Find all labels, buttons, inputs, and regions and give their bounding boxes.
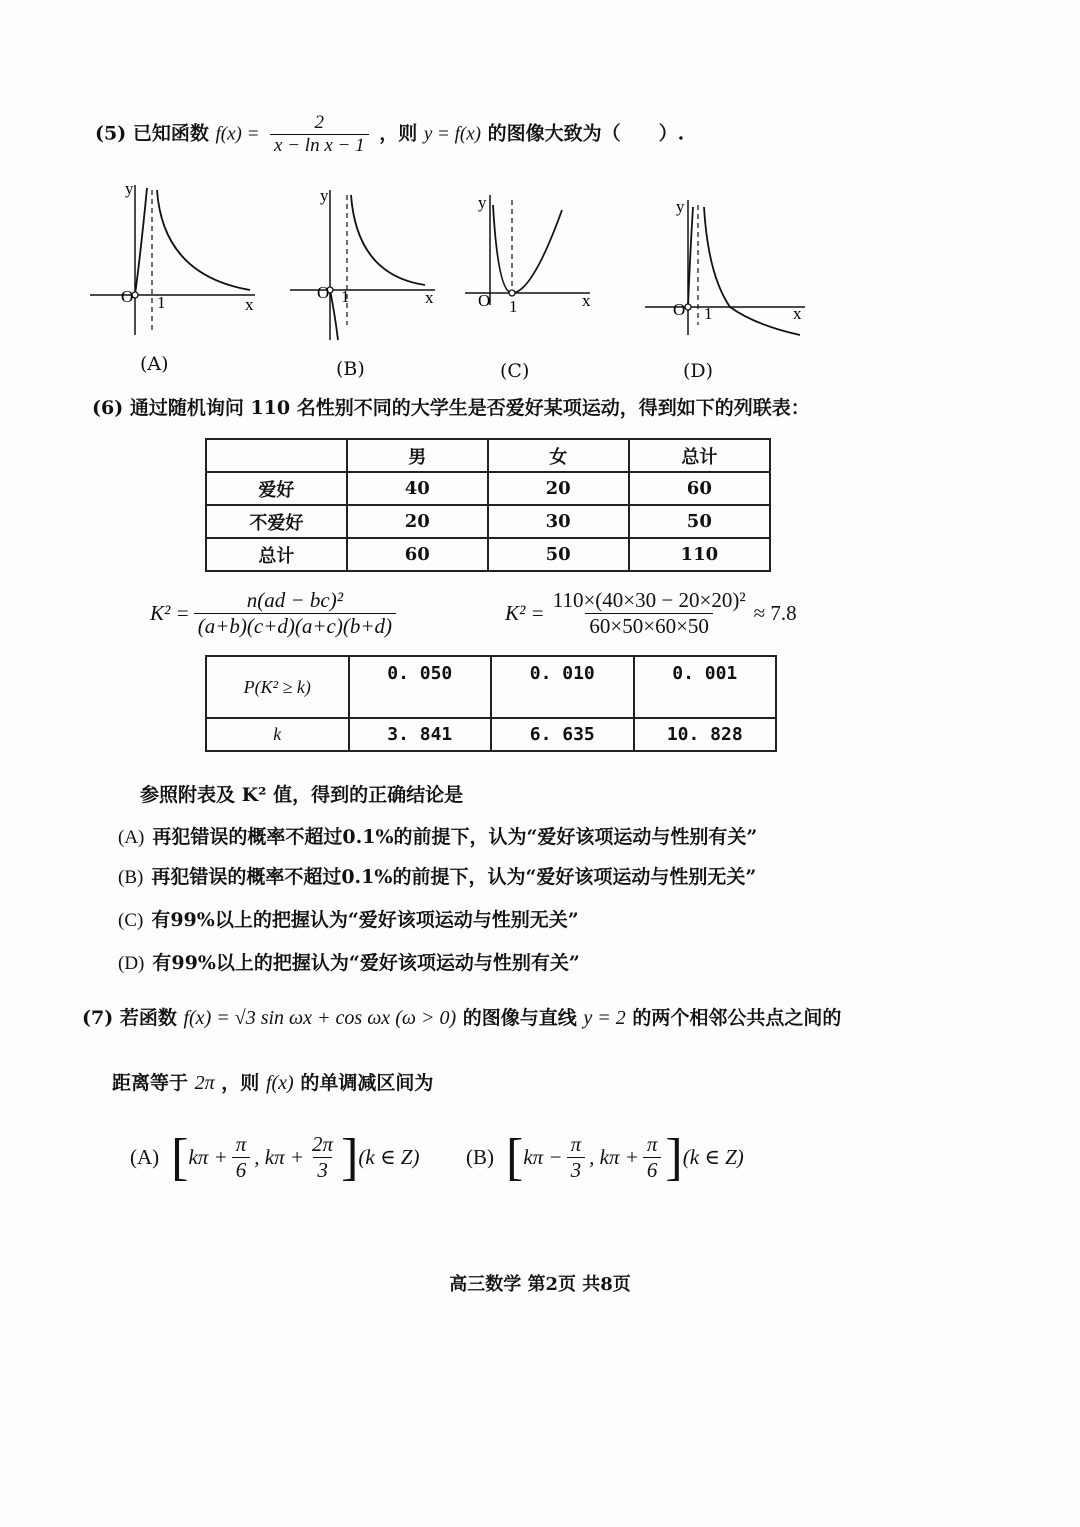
q7-option-b: (B) [ kπ − $\frac{\pi}{3}$ , kπ + $\frac{\pi}{6}$ ] (k ∈ Z) [466,1129,744,1186]
table-cell: 爱好 [206,472,347,505]
graph-d-curve-right [704,207,800,335]
table-cell: 30 [488,505,629,538]
graph-c-curve [493,205,562,293]
table-cell: 20 [347,505,488,538]
table-cell: 6. 635 [491,718,633,751]
q7-stem: (7) 若函数 f(x) = √3 sin ωx + cos ωx (ω > 0) 的图像与直线 y = 2 的两个相邻公共点之间的 [82,1007,842,1029]
q7-option-a: (A) [ kπ + $\frac{\pi}{6}$ , kπ + $\frac{2\pi}{3}$ ] (k ∈ Z) [130,1129,420,1186]
graph-b-curve-left [330,290,338,340]
q7-stem-line2: 距离等于 2π ，则 f(x) 的单调减区间为 [112,1072,434,1094]
q6-option-b: (B) 再犯错误的概率不超过0.1%的前提下，认为“爱好该项运动与性别无关” [118,866,757,888]
table-cell: P(K² ≥ k) [206,656,349,718]
table-cell [206,439,347,472]
graph-c-tick-1: 1 [509,297,518,316]
graph-d-caption: (D) [683,360,714,382]
table-cell: 50 [629,505,770,538]
graph-c-y-label: y [478,193,487,212]
table-cell: 3. 841 [349,718,491,751]
graph-b-curve-right [351,195,425,285]
table-cell: 10. 828 [634,718,777,751]
right-bracket: ] [341,1129,359,1186]
table-cell: k [206,718,349,751]
page-footer: 高三数学 第2页 共8页 [449,1274,631,1295]
right-bracket: ] [665,1129,683,1186]
q6-option-c: (C) 有99%以上的把握认为“爱好该项运动与性别无关” [118,909,579,931]
left-bracket: [ [506,1129,524,1186]
graph-b [285,185,445,345]
graph-d-origin-point [685,304,691,310]
graph-c-origin-label: O [478,291,491,310]
table-cell: 总计 [629,439,770,472]
table-cell: 40 [347,472,488,505]
critical-value-table [205,655,777,752]
table-cell: 50 [488,538,629,571]
graph-a-origin-label: O [121,287,134,306]
left-bracket: [ [171,1129,189,1186]
table-row [206,505,770,538]
q5-fraction: $\frac{2}{\text{x − ln x − 1}}$ [270,112,369,157]
table-cell: 20 [488,472,629,505]
graph-d-y-label: y [676,197,685,216]
k2-calculation: K² = $\frac{\text{110×(40×30 − 20×20)²}}{60\times 50\times 60\times 50}$ ≈ 7.8 [505,588,797,638]
graph-b-tick-1: 1 [341,287,350,306]
table-cell: 60 [347,538,488,571]
table-row [206,718,776,751]
table-row [206,472,770,505]
graph-c [460,190,600,320]
table-row [206,538,770,571]
table-cell: 0. 010 [491,656,633,718]
table-cell: 总计 [206,538,347,571]
table-cell: 60 [629,472,770,505]
graph-a [85,180,265,340]
table-header-row [206,439,770,472]
graph-d-tick-1: 1 [704,304,713,323]
table-cell: 110 [629,538,770,571]
graph-a-curve-left [135,188,147,295]
table-cell: 女 [488,439,629,472]
graph-b-caption: (B) [336,358,365,380]
graph-c-caption: (C) [500,360,530,382]
table-cell: 男 [347,439,488,472]
graph-a-curve-right [157,190,250,290]
q5-stem: (5) 已知函数 f(x) = $\frac{2}{\text{x − ln x − 1}}$ ，则 y = f(x) 的图像大致为（ ）. [95,112,685,156]
graph-b-y-label: y [320,186,329,205]
q6-option-d: (D) 有99%以上的把握认为“爱好该项运动与性别有关” [118,952,580,974]
graph-a-tick-1: 1 [157,293,166,312]
graph-c-x-label: x [582,291,591,310]
q6-lead: 参照附表及 K² 值，得到的正确结论是 [140,784,464,806]
k2-formula: K² = $\frac{\text{n(ad − bc)²}}{(a+b)(c+d)(a+c)(b+d)}$ [150,588,400,639]
q6-option-a: (A) 再犯错误的概率不超过0.1%的前提下，认为“爱好该项运动与性别有关” [118,826,758,848]
graph-a-y-label: y [125,180,134,198]
graph-d-x-label: x [793,304,802,323]
table-cell: 0. 050 [349,656,491,718]
table-row [206,656,776,718]
graph-b-origin-label: O [317,283,330,302]
graph-d [640,195,810,340]
graph-d-origin-label: O [673,300,686,319]
table-cell: 不爱好 [206,505,347,538]
graph-a-caption: (A) [140,353,169,375]
table-cell: 0. 001 [634,656,777,718]
contingency-table [205,438,771,572]
graph-c-hole [509,290,515,296]
q6-stem: (6) 通过随机询问 110 名性别不同的大学生是否爱好某项运动，得到如下的列联表： [92,397,810,419]
graph-b-x-label: x [425,288,434,307]
graph-a-x-label: x [245,295,254,314]
